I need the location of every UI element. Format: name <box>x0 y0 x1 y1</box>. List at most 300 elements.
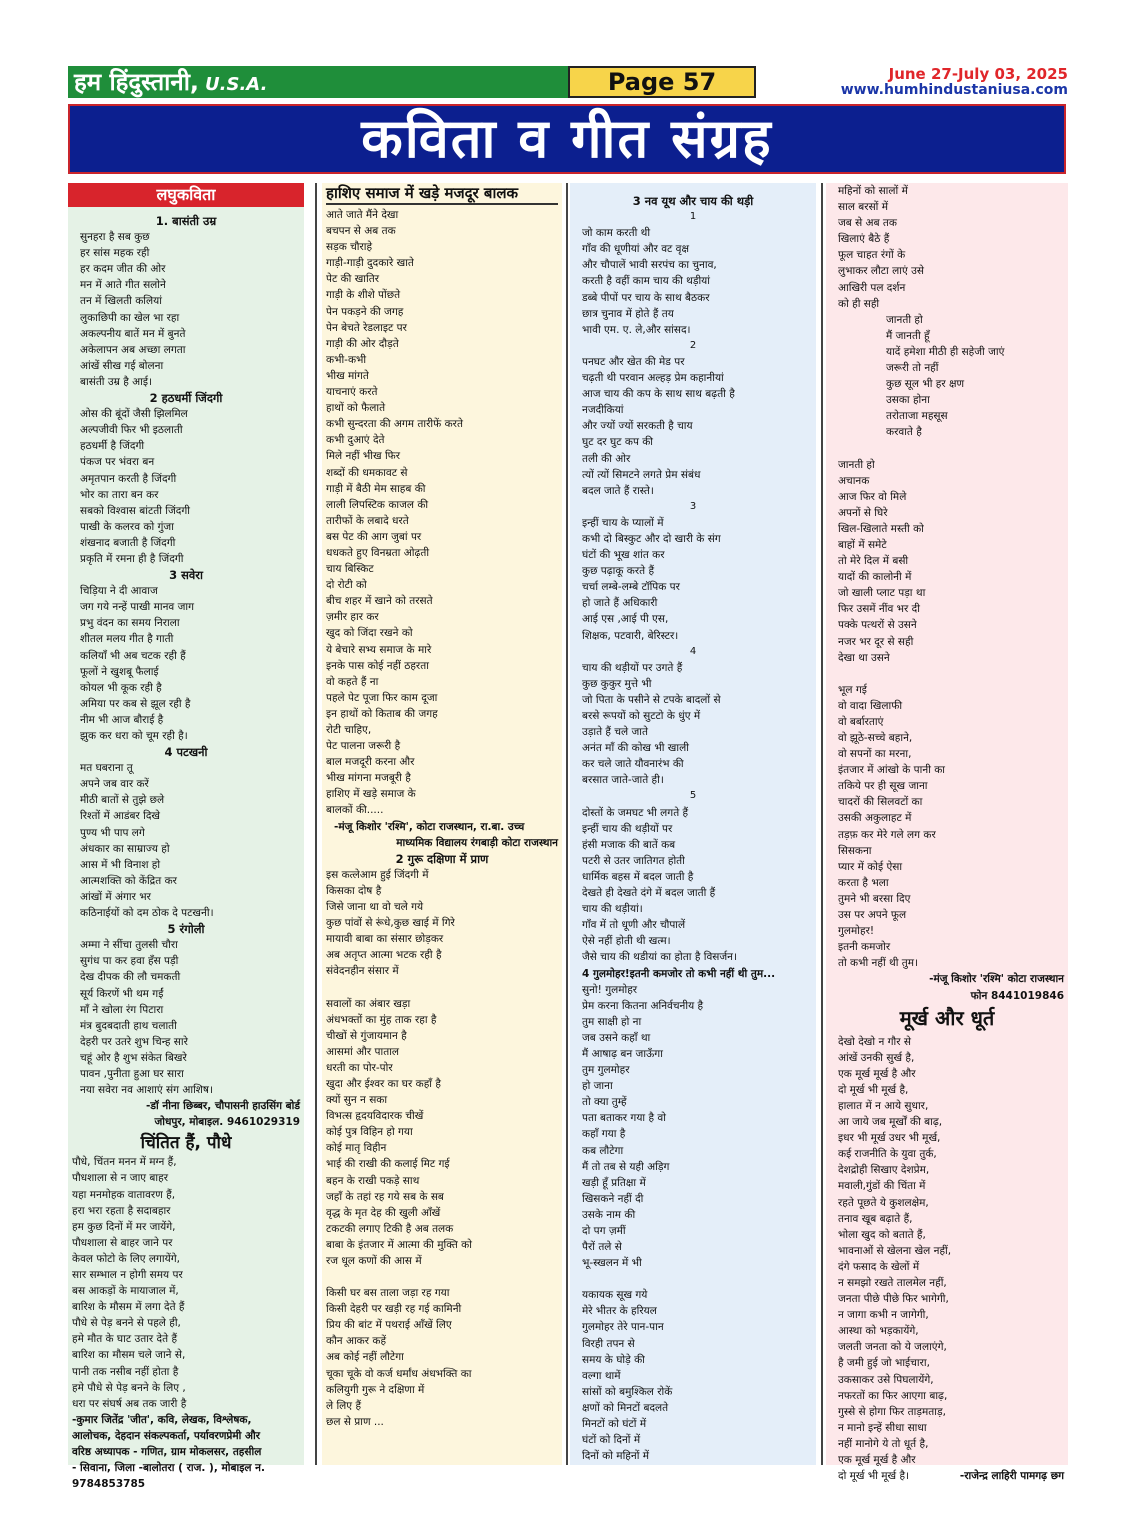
poem-line: अनंत माँ की कोख भी खाली <box>582 742 689 755</box>
poem-line: फिर उसमें नींव भर दी <box>838 603 920 616</box>
poem-line: भोला खुद को बताते हैं, <box>838 1228 926 1241</box>
author-credit: माध्यमिक विद्यालय रंगबाड़ी कोटा राजस्थान <box>396 836 558 849</box>
poem-line: कभी सुन्दरता की अगम तारीफें करते <box>326 418 463 431</box>
poem-line: सड़क चौराहे <box>326 241 373 254</box>
poem-line: आखिरी पल दर्शन <box>838 281 906 294</box>
poem-line: तली की ओर <box>582 452 631 465</box>
poem-line: शीतल मलय गीत है गाती <box>80 633 174 646</box>
poem-line: तुमने भी बरसा दिए <box>838 892 911 905</box>
poem-line: पेट पालना जरूरी है <box>326 740 401 753</box>
poem-line: बारिश के मौसम में लगा देते हैं <box>72 1301 185 1314</box>
poem-line: लुभाकर लौटा लाएं उसे <box>838 265 924 278</box>
poem-line: प्रिय की बांट में पथराई आँखें लिए <box>326 1319 452 1332</box>
poem-line: देहरी पर उतरे शुभ चिन्ह सारे <box>80 1035 188 1048</box>
author-credit: -मंजू किशोर 'रश्मि', कोटा राजस्थान, रा.बा. उच्च <box>334 820 525 833</box>
poem-line: करवाते है <box>886 426 922 439</box>
poem-line: आई एस ,आई पी एस, <box>582 613 669 626</box>
poem-line: हमे मौत के घाट उतार देते हैं <box>72 1333 178 1346</box>
poem-line: बस आकड़ों के मायाजाल में, <box>72 1285 179 1298</box>
poem-line: पटरी से उतर जातिगत होती <box>582 854 685 867</box>
poem-line: गाँव में तो धूणी और चौपालें <box>582 919 686 932</box>
poem-body <box>574 354 812 499</box>
poem-line: भू-स्खलन में भी <box>582 1257 642 1270</box>
poem-line: इतनी कमजोर <box>838 941 891 954</box>
poem-line: सिसकना <box>838 844 872 857</box>
poem-line: लुकाछिपी का खेल भा रहा <box>80 311 180 324</box>
poem-line: याचनाएं करते <box>326 386 378 399</box>
masthead-info <box>841 66 1068 98</box>
poem-line: तो कभी नहीं थी तुम। <box>838 957 919 970</box>
column-divider <box>566 183 568 1465</box>
poem-line: न मानो इन्हें सीधा साधा <box>838 1421 927 1434</box>
poem-line: यादों की कालोनी में <box>838 571 912 584</box>
poem-line: देख दीपक की लौ चमकती <box>80 971 181 984</box>
poem-line: पेट की खातिर <box>326 273 380 286</box>
poem-line: खड़ी हूँ प्रतिक्षा में <box>582 1176 646 1189</box>
poem-line: गाड़ी की ओर दौड़ते <box>326 337 399 350</box>
poem-line: अम्मा ने सींचा तुलसी चौरा <box>80 939 178 952</box>
poem-line: फूलों ने खुशबू फैलाई <box>80 665 159 678</box>
poem-body <box>574 515 812 644</box>
poem-line: हमे पौधे से पेड़ बनने के लिए , <box>72 1381 186 1394</box>
poem-line: भावी एम. ए. ले,और सांसद। <box>582 323 691 336</box>
author-credit: -डॉ नीना छिब्बर, चौपासनी हाउसिंग बोर्ड <box>146 1100 300 1113</box>
poem-line: बारिश का मौसम चले जाने से, <box>72 1349 186 1362</box>
poem-line: बस पेट की आग जुबां पर <box>326 530 422 543</box>
poem-line: घंटों की भूख शांत कर <box>582 549 665 562</box>
poem-line: अकल्पनीय बातें मन में बुनते <box>80 327 186 340</box>
poem-line: नया सवेरा नव आशाएं संग आशिष। <box>80 1084 213 1097</box>
poem-line: करती है वहीं काम चाय की थड़ीयां <box>582 275 710 288</box>
poem-title: 2 गुरू दक्षिणा में प्राण <box>395 851 489 866</box>
poem-line: पौधे, चिंतन मनन में मग्न हैं, <box>72 1156 177 1169</box>
edition-label: U.S.A. <box>205 74 268 95</box>
poem-line: वो वादा खिलाफी <box>838 699 903 712</box>
poem-body <box>326 867 558 980</box>
poem-line: सार सम्भाल न होगी समय पर <box>72 1269 183 1281</box>
poem-line: उसका होना <box>886 394 930 407</box>
poem-line: तकिये पर ही सूख जाना <box>838 780 928 793</box>
author-credit: फोन 8441019846 <box>970 989 1064 1002</box>
poem-line: आते जाते मैंने देखा <box>326 209 399 221</box>
poem-body <box>574 805 812 966</box>
poem-line: गुस्से से होगा फिर ताड़मताड़, <box>838 1405 946 1418</box>
poem-line: खिल-खिलाते मस्ती को <box>838 522 924 535</box>
poem-line: चर्चा लम्बे-लम्बे टॉपिक पर <box>582 581 680 594</box>
poem-body <box>830 1034 1064 1469</box>
poem-line: ले लिए हैं <box>326 1399 362 1412</box>
poem-line: पुण्य भी पाप लगे <box>80 826 145 839</box>
poem-line: यकायक सूख गये <box>582 1289 648 1302</box>
poem-line: हालात में न आये सुधार, <box>838 1099 929 1112</box>
poem-line: धार्मिक बहस में बदल जाती है <box>582 870 694 883</box>
poem-line: समय के घोड़े की <box>582 1353 645 1366</box>
poem-line: जो खाली प्लाट पड़ा था <box>838 587 926 600</box>
poem-line: और ज्यों ज्यों सरकती है चाय <box>582 420 693 433</box>
poem-line: जनता पीछे पीछे फिर भागेगी, <box>838 1293 949 1306</box>
stanza-number: 4 <box>689 645 697 657</box>
poem-line: कठिनाईयों को दम ठोक दे पटखनी। <box>80 907 214 920</box>
poem-line: वरिष्ठ अध्यापक - गणित, ग्राम मोकलसर, तहसील <box>72 1446 262 1459</box>
poem-body <box>830 457 1064 666</box>
stanza-number: 1 <box>689 211 697 223</box>
poem-line: देखा था उसने <box>838 651 890 664</box>
poem-body <box>72 937 300 1098</box>
poem-line: टकटकी लगाए टिकी है अब तलक <box>326 1222 454 1235</box>
column-2 <box>322 183 562 1465</box>
poem-line: मन में आते गीत सलोने <box>80 279 166 292</box>
poem-line: जानती हो <box>886 313 923 326</box>
poem-body <box>830 183 1064 312</box>
poem-line: हठधर्मी है जिंदगी <box>80 440 145 453</box>
poem-line: मवाली,गुंडों की चिंता में <box>838 1180 926 1193</box>
poem-line: साल बरसों में <box>838 201 888 214</box>
poem-line: आ जाये जब मूर्खों की बाढ़, <box>838 1116 943 1129</box>
poem-line: उसकी अकुलाहट में <box>838 812 912 825</box>
poem-line: तुम गुलमोहर <box>582 1064 630 1077</box>
poem-line: बदल जाते हैं रास्ते। <box>582 484 654 497</box>
poem-line: घुट दर घुट कप की <box>582 436 654 449</box>
poem-line: कलियुगी गुरू ने दक्षिणा में <box>326 1383 425 1396</box>
poem-line: रज धूल कणों की आस में <box>326 1255 422 1267</box>
poem-line: दो रोटी को <box>326 579 367 592</box>
poem-line: शब्दों की धमकावट से <box>326 466 408 479</box>
poem-line: आंखों में अंगार भर <box>80 890 151 903</box>
poem-line: भोर का तारा बन कर <box>80 488 159 501</box>
poem-line <box>830 1468 1064 1484</box>
poem-line: अब अतृप्त आत्मा भटक रही है <box>326 949 442 962</box>
poem-line: चाय बिस्किट <box>326 563 374 576</box>
poem-line: है जमी हुई जो भाईचारा, <box>838 1357 930 1370</box>
poem-line: जैसे चाय की थडीयां का होता है विसर्जन। <box>582 951 737 964</box>
poem-line: जो काम करती थी <box>582 227 651 240</box>
poem-line: हाथों को फैलाते <box>326 402 386 415</box>
poem-line: भीख मांगना मजबूरी है <box>326 772 411 785</box>
poem-line: उकसाकर उसे पिघलायेंगे, <box>838 1373 934 1386</box>
poem-line: इंतजार में आंखो के पानी का <box>838 764 946 777</box>
poem-line: अल्पजीवी फिर भी इठलाती <box>80 424 183 437</box>
poem-line: भाई की राखी की कलाई मिट गई <box>326 1158 450 1171</box>
poem-line: माँ ने खोला रंग पिटारा <box>80 1003 164 1016</box>
poem-line: सबको विश्वास बांटती जिंदगी <box>80 504 190 517</box>
poem-line: मैं आषाढ़ बन जाऊँगा <box>582 1047 663 1060</box>
paper-name <box>68 66 568 98</box>
poem-line: देखते ही देखते दंगे में बदल जाती हैं <box>582 887 716 900</box>
poem-line: जरूरी तो नहीं <box>886 362 939 375</box>
poem-line: शंखनाद बजाती है जिंदगी <box>80 536 176 549</box>
poem-line: प्यार में कोई ऐसा <box>838 860 903 873</box>
poem-line: कुछ सूल भी हर क्षण <box>886 378 965 391</box>
poem-line: गुलमोहर! <box>838 925 875 938</box>
poem-heading: मूर्ख और धूर्त <box>899 1005 995 1030</box>
poem-line: चहूं ओर है शुभ संकेत बिखरे <box>80 1051 187 1064</box>
poem-line: खुद को जिंदा रखने को <box>326 627 413 640</box>
poem-line-text: दो मूर्ख भी मूर्ख है। <box>838 1470 910 1483</box>
poem-line: बालकों की..... <box>326 804 384 817</box>
poem-line: किसी देहरी पर खड़ी रह गई कामिनी <box>326 1303 462 1316</box>
author-credit: -राजेन्द्र लाहिरी पामगढ़ छग <box>959 1470 1064 1483</box>
poem-line: मिले नहीं भीख फिर <box>326 450 401 463</box>
poem-title: 2 हठधर्मी जिंदगी <box>149 391 223 406</box>
poem-line: बरसे रूपयों को सुटटो के धुंए में <box>582 710 701 722</box>
poem-line: गाँव की धूणीयां और वट वृक्ष <box>582 243 690 256</box>
issue-date: June 27-July 03, 2025 <box>888 65 1068 83</box>
poem-body <box>830 312 1064 441</box>
poem-line: दोस्तों के जमघट भी लगते हैं <box>582 806 689 819</box>
poem-line: वो सपनों का मरना, <box>838 748 912 761</box>
poem-line: छल से प्राण ... <box>326 1415 384 1428</box>
poem-body <box>326 996 558 1270</box>
poem-line: इस कत्लेआम हुई जिंदगी में <box>326 868 429 881</box>
poem-body <box>72 406 300 567</box>
poem-body <box>574 1287 812 1464</box>
poem-line: जग गये नन्हें पाखी मानव जाग <box>80 601 195 614</box>
poem-line: हाशिए में खड़े समाज के <box>326 788 416 801</box>
poem-title: 1. बासंती उम्र <box>155 214 217 228</box>
poem-line: पावन ,पुनीता हुआ घर सारा <box>80 1067 184 1080</box>
poem-line: शिक्षक, पटवारी, बेरिस्टर। <box>582 629 679 642</box>
poem-line: कभी-कभी <box>326 353 367 366</box>
poem-line: प्रेम करना कितना अनिर्वचनीय है <box>582 999 704 1012</box>
poem-line: झुक कर धरा को चूम रही है। <box>80 730 188 742</box>
poem-body <box>72 1154 300 1412</box>
poem-line: अकेलापन अब अच्छा लगता <box>80 343 186 356</box>
poem-body <box>72 583 300 744</box>
poem-line: इनके पास कोई नहीं ठहरता <box>326 659 429 672</box>
column-1 <box>68 183 304 1491</box>
poem-line: आत्मशक्ति को केंद्रित कर <box>80 874 177 887</box>
poem-line: तरोताजा महसूस <box>886 410 948 423</box>
poem-line: देशद्रोही सिखाए देशप्रेम, <box>838 1164 930 1177</box>
poem-title: 5 रंगोली <box>167 922 205 937</box>
poem-line: पता बताकर गया है वो <box>582 1112 666 1125</box>
poem-line: जलती जनता को ये जलाएंगे, <box>838 1341 947 1354</box>
poem-title: 3 नव यूथ और चाय की थड़ी <box>632 194 754 208</box>
poem-line: इन्हीं चाय की थड़ीयों पर <box>582 822 673 835</box>
poem-line: आंखें उनकी सुर्ख है, <box>838 1051 915 1064</box>
poem-body <box>574 225 812 338</box>
poem-body <box>574 660 812 789</box>
poem-line: बाल मजदूरी करना और <box>326 756 415 769</box>
poem-line: इन्हीं चाय के प्यालों में <box>582 516 664 529</box>
website-link[interactable]: www.humhindustaniusa.com <box>840 82 1068 98</box>
poem-line: दो मूर्ख भी मूर्ख है, <box>838 1083 909 1096</box>
poem-body <box>326 207 558 819</box>
poem-line: बाहों में समेटे <box>838 538 887 551</box>
poem-line: संवेदनहीन संसार में <box>326 965 399 978</box>
poem-line: विरही तपन से <box>582 1337 635 1350</box>
poem-line: हम कुछ दिनों में मर जायेंगे, <box>72 1220 176 1233</box>
poem-line: उड़ाते हैं चले जाते <box>582 726 648 739</box>
page-number: Page 57 <box>568 66 756 98</box>
poem-line: छात्र चुनाव में होते हैं तय <box>582 307 674 320</box>
poem-line: उसके नाम की <box>582 1208 636 1221</box>
column-3 <box>570 183 816 1465</box>
poem-line: - सिवाना, जिला -बालोतरा ( राज. ), मोबाइल न. <box>72 1462 265 1475</box>
poem-line: सुनो! गुलमोहर <box>582 983 638 996</box>
poem-line: हंसी मजाक की बातें कब <box>582 838 676 851</box>
poem-line: तारीफों के लबादे धरते <box>326 514 409 527</box>
poem-line: मेरे भीतर के हरियल <box>582 1305 657 1318</box>
poem-line: कोई मातृ विहीन <box>326 1142 387 1155</box>
poem-line: प्रभु वंदन का समय निराला <box>80 617 180 630</box>
stanza-number: 5 <box>689 790 697 802</box>
poem-line: खुदा और ईश्वर का घर कहाँ है <box>326 1077 441 1090</box>
poem-line: विभत्स हृदयविदारक चीखें <box>326 1110 424 1123</box>
poem-line: चादरों की सिलवटों का <box>838 796 923 809</box>
poem-line: धरती का पोर-पोर <box>326 1061 393 1074</box>
poem-line: कलियाँ भी अब चटक रही हैं <box>80 649 186 662</box>
poem-line: तनाव खूब बढ़ाते हैं, <box>838 1212 913 1225</box>
poem-line: अंधभक्तों का मुंह ताक रहा है <box>326 1013 437 1026</box>
poem-line: चढ़ती थी परवान अल्हड़ प्रेम कहानीयां <box>582 372 724 385</box>
poem-line: सुनहरा है सब कुछ <box>80 231 150 244</box>
poem-line: बहन के राखी पकड़े साथ <box>326 1174 420 1187</box>
poem-line: पेन पकड़ने की जगह <box>326 305 404 318</box>
poem-body <box>326 1285 558 1430</box>
poem-line: रिश्तों में आडंबर दिखे <box>80 810 160 823</box>
column-4 <box>826 183 1068 1483</box>
poem-line: अमृतपान करती है जिंदगी <box>80 472 177 485</box>
poem-line: तो मेरे दिल में बसी <box>838 555 909 568</box>
poem-line: प्रकृति में रमना ही है जिंदगी <box>80 552 184 565</box>
poem-line: क्षणों को मिनटों बदलते <box>582 1401 669 1414</box>
poem-line: धधकते हुए विनम्रता ओढ़ती <box>326 546 430 559</box>
poem-line: कर चले जाते यौवनारंभ की <box>582 758 684 771</box>
poem-line: हो जाते हैं अधिकारी <box>582 597 658 610</box>
poem-line: ऐसे नहीं होती थी खत्म। <box>582 935 671 948</box>
poem-line: अमिया पर कब से झूल रही है <box>80 697 191 710</box>
poem-line: चाय की थड़ीयों पर उगते हैं <box>582 661 683 674</box>
poem-line: अंधकार का साम्राज्य हो <box>80 842 170 855</box>
poem-line: सुगंध पा कर हवा हँस पड़ी <box>80 955 179 968</box>
poem-line: मत घबराना तू <box>80 762 133 775</box>
poem-line: जहाँ के तहां रह गये सब के सब <box>326 1190 444 1203</box>
poem-line: नजदीकियां <box>582 404 624 417</box>
poem-line: जिसे जाना था वो चले गये <box>326 901 424 914</box>
poem-line: जब उसने कहाँ था <box>582 1031 651 1044</box>
poem-line: हर सांस महक रही <box>80 247 150 260</box>
poem-line: कुछ कुकुर मुत्ते भी <box>582 677 652 690</box>
poem-line: कहाँ गया है <box>582 1128 626 1141</box>
poem-line: पहले पेट पूजा फिर काम दूजा <box>326 691 438 704</box>
poem-line: बाबा के इंतजार में आत्मा की मुक्ति को <box>326 1238 472 1251</box>
poem-line: नीम भी आज बौराई है <box>80 713 164 726</box>
poem-line: तो क्या तुम्हें <box>582 1096 627 1109</box>
poem-line: कभी दुआएं देते <box>326 434 385 447</box>
column-divider <box>315 183 317 1465</box>
poem-line: कौन आकर कहें <box>326 1335 387 1348</box>
poem-line: आस में भी विनाश हो <box>80 858 161 871</box>
poem-line: वो झूठे-सच्चे बहाने, <box>838 732 913 744</box>
poem-line: हो जाना <box>582 1080 613 1093</box>
poem-line: पक्के पत्थरों से उसने <box>838 619 917 632</box>
poem-line: क्यों सुन न सका <box>326 1094 388 1107</box>
poem-line: रोटी चाहिए, <box>326 724 372 736</box>
poem-line: तड़फ़ कर मेरे गले लग कर <box>838 828 936 841</box>
poem-line: रहते पूछते ये कुशलक्षेम, <box>838 1196 929 1209</box>
poem-line: चिड़िया ने दी आवाज <box>80 585 158 598</box>
poem-line: वल्गा थामें <box>582 1369 621 1382</box>
author-credit <box>72 1412 300 1492</box>
poem-line: 9784853785 <box>72 1478 146 1491</box>
poem-line: इन हाथों को किताब की जगह <box>326 707 438 720</box>
poem-line: लाली लिपस्टिक काजल की <box>326 498 429 511</box>
poem-line: बासंती उम्र है आई। <box>80 375 153 388</box>
poem-line: घंटों को दिनों में <box>582 1434 641 1447</box>
poem-line: कुछ पढ़ाकू करते हैं <box>582 565 655 578</box>
poem-line: डब्बे पीपों पर चाय के साथ बैठकर <box>582 291 710 304</box>
poem-line: देखो देखो न गौर से <box>838 1035 911 1048</box>
poem-line: भावनाओं से खेलना खेल नहीं, <box>838 1244 952 1257</box>
poem-line: मंत्र बुदबदाती हाथ चलाती <box>80 1019 177 1032</box>
poem-line: आसमां और पाताल <box>326 1045 400 1058</box>
poem-line: गाड़ी में बैठी मेम साहब की <box>326 482 426 495</box>
column-divider <box>821 183 823 1465</box>
poem-line: -कुमार जितेंद्र 'जीत', कवि, लेखक, विश्लेषक, <box>72 1413 252 1426</box>
poem-body <box>830 682 1064 972</box>
poem-line: बीच शहर में खाने को तरसते <box>326 595 433 608</box>
poem-line: आलोचक, देहदान संकल्पकर्ता, पर्यावरणप्रेमी और <box>72 1429 261 1442</box>
poem-line: गाड़ी के शीशे पोंछते <box>326 289 401 302</box>
poem-line: जो पिता के पसीने से टपके बादलों से <box>582 693 721 706</box>
poem-line: आंखें सीख गई बोलना <box>80 359 164 372</box>
author-credit: -मंजू किशोर 'रश्मि' कोटा राजस्थान <box>929 973 1064 986</box>
poem-line: मीठी बातों से तुझे छले <box>80 794 165 807</box>
poem-line: यादें हमेशा मीठी ही सहेजी जाएं <box>886 345 1005 358</box>
poem-line: पाखी के कलरव को गुंजा <box>80 520 174 533</box>
poem-title: 4 पटखनी <box>164 745 208 760</box>
poem-line: उस पर अपने फूल <box>838 909 907 922</box>
poem-line: कुछ पांवों से रूंधे,कुछ खाई में गिरे <box>326 917 455 930</box>
poem-line: चूका चूके वो कर्ज धर्मांध अंधभक्ति का <box>326 1367 472 1380</box>
poem-line: जब से अब तक <box>838 217 897 230</box>
poem-line: आज फिर वो मिले <box>838 490 907 503</box>
poem-line: अचानक <box>838 474 870 487</box>
poem-line: को ही सही <box>838 297 880 310</box>
poem-line: सूर्य किरणें भी थम गईं <box>80 987 164 1000</box>
poem-line: ये बेचारे सभ्य समाज के मारे <box>326 643 432 656</box>
poem-line: मिनटों को घंटों में <box>582 1418 647 1431</box>
poem-line: वो बर्बारताएं <box>838 715 884 728</box>
poem-heading: चिंतित हैं, पौधे <box>140 1133 232 1154</box>
poem-body <box>72 760 300 921</box>
poem-line: मायावी बाबा का संसार छोड़कर <box>326 933 444 946</box>
poem-line: कई राजनीति के युवा तुर्क, <box>838 1148 937 1161</box>
poem-line: पैरों तले से <box>582 1241 622 1254</box>
poem-line: पौधशाला से न जाए बाहर <box>72 1172 169 1185</box>
poem-line: न जागा कभी न जागेगी, <box>838 1309 929 1322</box>
poem-line: और चौपालें भावी सरपंच का चुनाव, <box>582 259 717 272</box>
poem-line: वो कहते हैं ना <box>326 675 379 688</box>
poem-line: हरा भरा रहता है सदाबहार <box>72 1204 171 1217</box>
poem-line: अपने जब वार करें <box>80 778 149 791</box>
poem-line: पनघट और खेत की मेड पर <box>582 355 685 368</box>
poem-line: न समझो रखते तालमेल नहीं, <box>838 1277 947 1289</box>
poem-line: दिनों को महिनों में <box>582 1450 650 1463</box>
poem-line: गाड़ी-गाड़ी दुदकारे खाते <box>326 257 414 270</box>
poem-line: अब कोई नहीं लौटेगा <box>326 1351 404 1364</box>
poem-line: पंकज पर भंवरा बन <box>80 456 155 469</box>
poem-line: आस्था को भड़कायेंगे, <box>838 1325 919 1338</box>
masthead <box>68 66 1068 100</box>
poem-line: पेन बेचते रेडलाइट पर <box>326 321 407 334</box>
poem-line: कोयल भी कूक रही है <box>80 681 162 694</box>
poem-line: पानी तक नसीब नहीं होता है <box>72 1365 179 1378</box>
poem-line: दंगे फसाद के खेलों में <box>838 1260 920 1273</box>
poem-line: ज़मीर हार कर <box>326 611 379 624</box>
poem-line: हर कदम जीत की ओर <box>80 263 166 276</box>
